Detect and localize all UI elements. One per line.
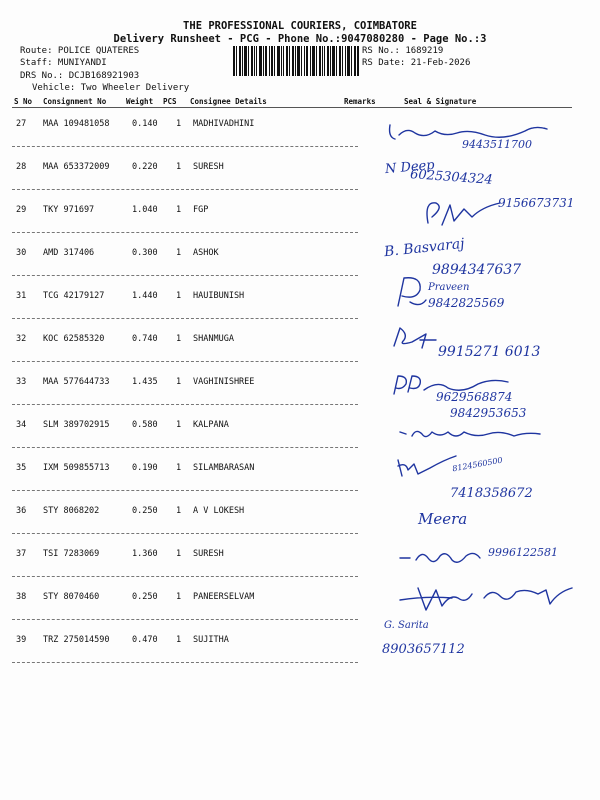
cell-consignee: PANEERSELVAM xyxy=(193,592,255,602)
cell-consignee: SURESH xyxy=(193,549,224,559)
cell-consignment-no: TKY 971697 xyxy=(43,205,95,215)
cell-sno: 36 xyxy=(16,506,27,516)
cell-weight: 0.220 xyxy=(132,162,158,172)
cell-consignment-no: STY 8068202 xyxy=(43,506,100,516)
cell-consignment-no: AMD 317406 xyxy=(43,248,95,258)
cell-weight: 0.140 xyxy=(132,119,158,129)
cell-consignee: SILAMBARASAN xyxy=(193,463,255,473)
cell-pcs: 1 xyxy=(176,248,182,258)
phone-row-34: 9842953653 xyxy=(450,406,527,420)
phone-row-39: 8903657112 xyxy=(382,642,465,657)
cell-consignment-no: MAA 577644733 xyxy=(43,377,110,387)
phone-row-37: 9996122581 xyxy=(488,546,558,559)
name-row-31: Praveen xyxy=(428,282,470,293)
col-consignment: Consignment No xyxy=(43,97,107,106)
cell-weight: 1.040 xyxy=(132,205,158,215)
cell-consignee: MADHIVADHINI xyxy=(193,119,255,129)
signature-row-31 xyxy=(392,272,432,312)
company-title: THE PROFESSIONAL COURIERS, COIMBATORE xyxy=(183,20,417,32)
phone-row-28: 6025304324 xyxy=(409,167,494,188)
cell-sno: 27 xyxy=(16,119,27,129)
rs-number: RS No.: 1689219 xyxy=(362,46,444,56)
cell-pcs: 1 xyxy=(176,334,182,344)
cell-consignee: ASHOK xyxy=(193,248,219,258)
col-seal-signature: Seal & Signature xyxy=(404,97,477,106)
phone-row-36: 7418358672 xyxy=(450,486,533,501)
cell-consignment-no: TRZ 275014590 xyxy=(43,635,110,645)
name-row-28: N Deep xyxy=(384,157,436,178)
drs-number: DRS No.: DCJB168921903 xyxy=(20,71,140,81)
table-row xyxy=(0,619,600,667)
cell-sno: 34 xyxy=(16,420,27,430)
col-sno: S No xyxy=(14,97,33,106)
name-row-30: B. Basvaraj xyxy=(383,235,466,261)
cell-consignment-no: TSI 7283069 xyxy=(43,549,100,559)
cell-weight: 0.250 xyxy=(132,506,158,516)
phone-row-32: 9915271 6013 xyxy=(438,344,541,360)
cell-pcs: 1 xyxy=(176,506,182,516)
col-weight: Weight xyxy=(126,97,154,106)
cell-pcs: 1 xyxy=(176,420,182,430)
phone-row-33: 9629568874 xyxy=(436,390,513,404)
cell-consignee: FGP xyxy=(193,205,209,215)
signature-row-38 xyxy=(396,580,586,620)
cell-consignee: A V LOKESH xyxy=(193,506,245,516)
col-consignee: Consignee Details xyxy=(190,97,267,106)
cell-weight: 0.300 xyxy=(132,248,158,258)
cell-consignment-no: IXM 509855713 xyxy=(43,463,110,473)
cell-consignment-no: MAA 109481058 xyxy=(43,119,110,129)
cell-sno: 32 xyxy=(16,334,27,344)
col-remarks: Remarks xyxy=(344,97,376,106)
cell-consignment-no: MAA 653372009 xyxy=(43,162,110,172)
cell-sno: 35 xyxy=(16,463,27,473)
phone-row-35: 8124560500 xyxy=(451,455,504,474)
phone-row-30: 9894347637 xyxy=(432,262,522,278)
cell-sno: 38 xyxy=(16,592,27,602)
cell-pcs: 1 xyxy=(176,119,182,129)
cell-consignment-no: KOC 62585320 xyxy=(43,334,105,344)
cell-consignment-no: SLM 389702915 xyxy=(43,420,110,430)
cell-pcs: 1 xyxy=(176,463,182,473)
cell-consignee: SURESH xyxy=(193,162,224,172)
cell-weight: 1.440 xyxy=(132,291,158,301)
cell-sno: 29 xyxy=(16,205,27,215)
runsheet-subtitle: Delivery Runsheet - PCG - Phone No.:9047080280 - Page No.:3 xyxy=(113,33,487,45)
cell-consignee: SHANMUGA xyxy=(193,334,234,344)
cell-weight: 0.250 xyxy=(132,592,158,602)
cell-weight: 0.740 xyxy=(132,334,158,344)
cell-pcs: 1 xyxy=(176,549,182,559)
cell-weight: 0.190 xyxy=(132,463,158,473)
cell-consignee: HAUIBUNISH xyxy=(193,291,245,301)
cell-pcs: 1 xyxy=(176,377,182,387)
row-divider xyxy=(12,662,358,663)
phone-row-27: 9443511700 xyxy=(462,138,532,151)
route-label: Route: POLICE QUATERES xyxy=(20,46,140,56)
cell-sno: 30 xyxy=(16,248,27,258)
cell-weight: 1.435 xyxy=(132,377,158,387)
cell-consignee: KALPANA xyxy=(193,420,229,430)
cell-sno: 31 xyxy=(16,291,27,301)
cell-weight: 0.470 xyxy=(132,635,158,645)
cell-consignment-no: TCG 42179127 xyxy=(43,291,105,301)
cell-consignee: VAGHINISHREE xyxy=(193,377,255,387)
cell-consignee: SUJITHA xyxy=(193,635,229,645)
rs-date: RS Date: 21-Feb-2026 xyxy=(362,58,471,68)
phone-row-29: 9156673731 xyxy=(498,196,575,210)
cell-sno: 33 xyxy=(16,377,27,387)
cell-sno: 28 xyxy=(16,162,27,172)
cell-consignment-no: STY 8070460 xyxy=(43,592,100,602)
cell-pcs: 1 xyxy=(176,205,182,215)
name-row-37: Meera xyxy=(418,510,468,528)
table-row xyxy=(0,275,600,323)
cell-pcs: 1 xyxy=(176,635,182,645)
cell-weight: 1.360 xyxy=(132,549,158,559)
vehicle-label: Vehicle: Two Wheeler Delivery xyxy=(32,83,190,93)
signature-row-29 xyxy=(420,195,510,235)
phone-row-31: 9842825569 xyxy=(428,296,505,310)
col-pcs: PCS xyxy=(163,97,177,106)
cell-sno: 39 xyxy=(16,635,27,645)
cell-pcs: 1 xyxy=(176,592,182,602)
signature-row-34 xyxy=(396,424,546,446)
staff-label: Staff: MUNIYANDI xyxy=(20,58,107,68)
cell-pcs: 1 xyxy=(176,291,182,301)
cell-weight: 0.580 xyxy=(132,420,158,430)
cell-sno: 37 xyxy=(16,549,27,559)
barcode-image xyxy=(233,46,359,76)
signature-row-37 xyxy=(396,546,486,570)
cell-pcs: 1 xyxy=(176,162,182,172)
name-row-39: G. Sarita xyxy=(384,620,429,631)
